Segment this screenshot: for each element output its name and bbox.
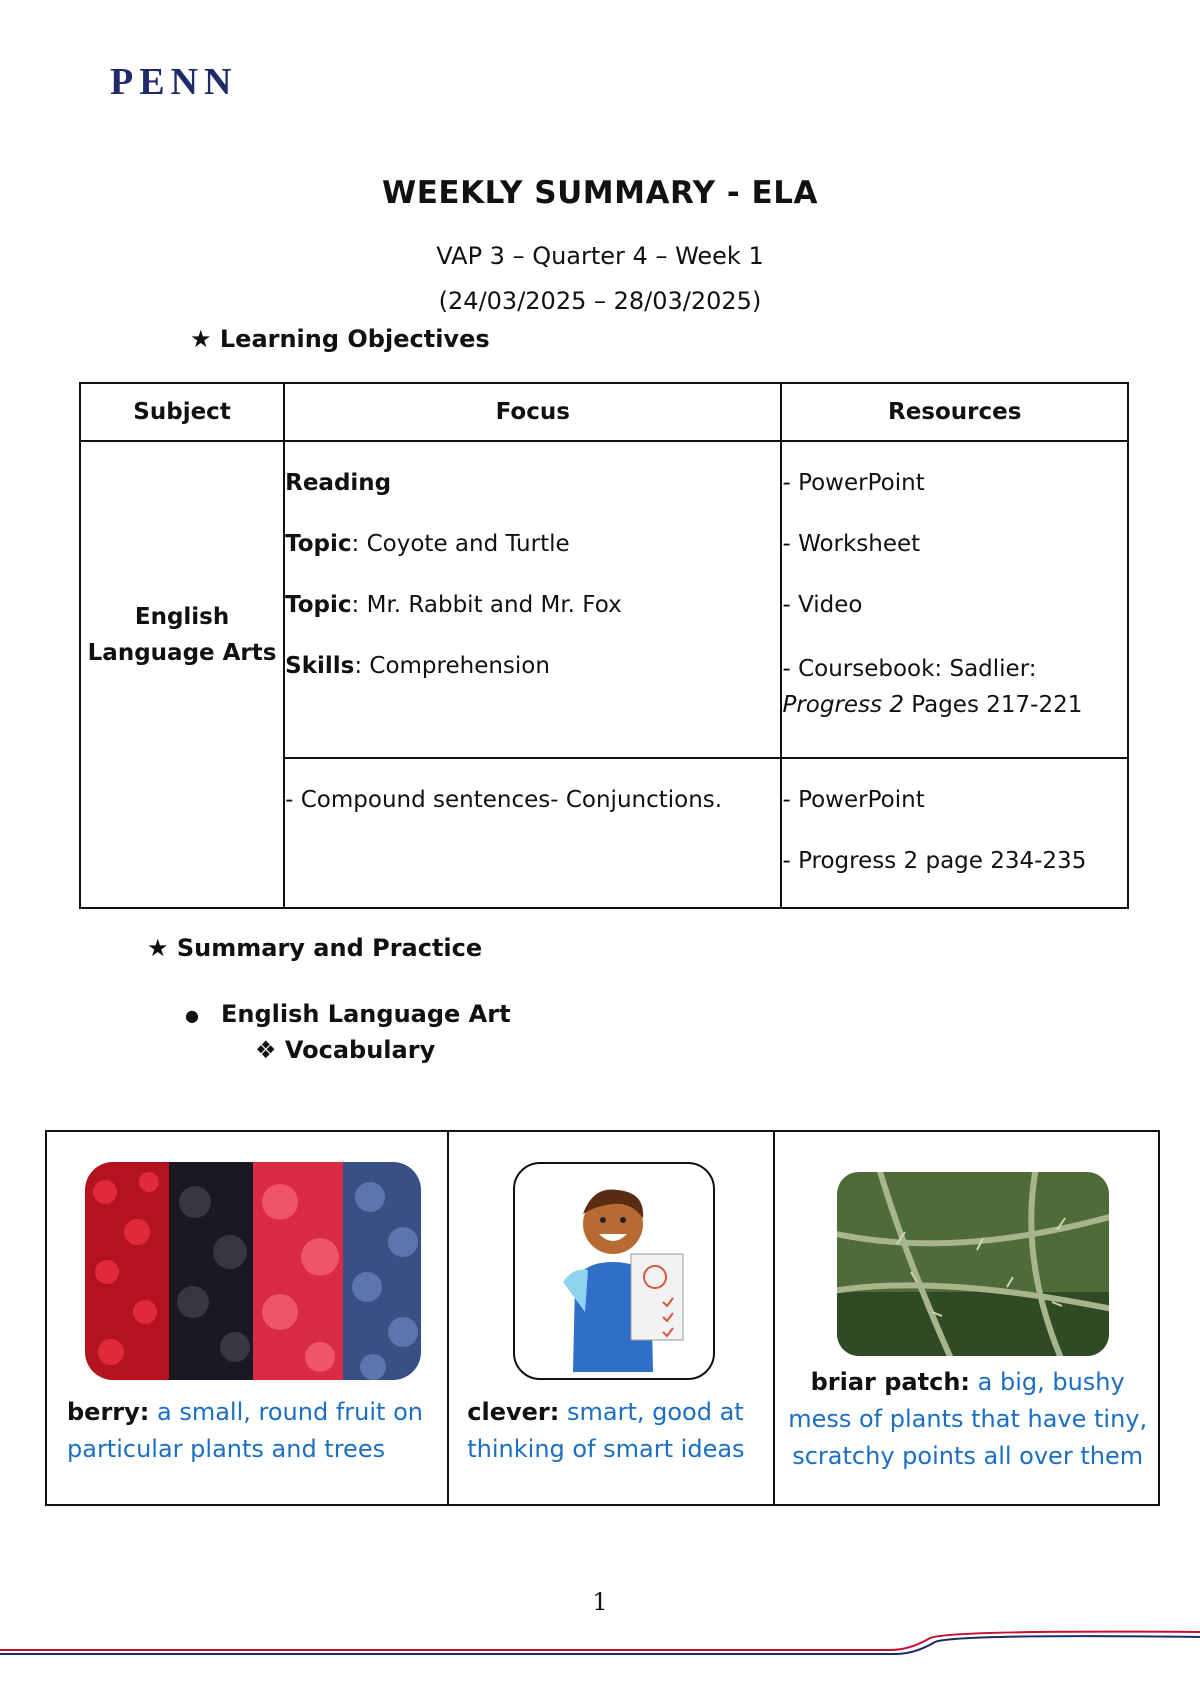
focus-cell-grammar [284, 758, 781, 908]
page-number: 1 [592, 1588, 608, 1616]
subject-line-2: Language Arts [87, 639, 277, 666]
vocab-card-briar-patch [774, 1131, 1159, 1505]
resource-worksheet: - Worksheet [782, 531, 921, 557]
resource-video: - Video [782, 592, 863, 618]
table-header-row [80, 383, 1128, 441]
vocab-card-berry [46, 1131, 448, 1505]
clever-boy-illustration-icon [513, 1162, 715, 1380]
vocab-definition-berry: berry: a small, round fruit on particular plants and trees [67, 1398, 423, 1463]
objectives-table [79, 382, 1129, 909]
header-subject: Subject [80, 383, 284, 441]
bullet-ela: ● English Language Art [185, 1000, 511, 1028]
table-row [80, 441, 1128, 758]
resource-powerpoint-2: - PowerPoint [782, 787, 925, 813]
section-learning-objectives: ★ Learning Objectives [190, 325, 490, 353]
penn-logo: PENN [110, 61, 238, 103]
vocab-definition-briar-patch: briar patch: a big, bushy mess of plants that have tiny, scratchy points all over them [788, 1368, 1148, 1470]
vocab-definition-clever: clever: smart, good at thinking of smart ideas [467, 1398, 745, 1463]
focus-cell-reading [284, 441, 781, 758]
footer-stripe-icon [0, 1630, 1200, 1660]
focus-topic-2: Topic: Mr. Rabbit and Mr. Fox [285, 592, 622, 618]
vocab-card-clever [448, 1131, 773, 1505]
header-resources: Resources [781, 383, 1128, 441]
focus-reading: Reading [285, 470, 392, 496]
focus-skills: Skills: Comprehension [285, 653, 550, 679]
bullet-vocabulary: ❖ Vocabulary [255, 1036, 436, 1064]
page-title: WEEKLY SUMMARY - ELA [382, 175, 818, 211]
resources-cell-grammar [781, 758, 1128, 908]
briar-patch-photo-icon [837, 1172, 1109, 1356]
bullet-dot-icon: ● [185, 1005, 199, 1025]
subtitle-dates: (24/03/2025 – 28/03/2025) [438, 287, 762, 315]
berries-photo-icon [85, 1162, 421, 1380]
resource-powerpoint: - PowerPoint [782, 470, 925, 496]
resources-cell-reading [781, 441, 1128, 758]
focus-topic-1: Topic: Coyote and Turtle [285, 531, 570, 557]
vocabulary-table [45, 1130, 1160, 1506]
resource-coursebook: - Coursebook: Sadlier: Progress 2 Pages 217-221 [782, 656, 1083, 718]
subject-line-1: English [134, 603, 230, 630]
section-summary-practice: ★ Summary and Practice [147, 934, 483, 962]
header-focus: Focus [284, 383, 781, 441]
resource-progress-pages: - Progress 2 page 234-235 [782, 848, 1087, 874]
subject-cell [80, 441, 284, 908]
focus-compound-sentences: - Compound sentences- Conjunctions. [285, 787, 723, 813]
subtitle-class-week: VAP 3 – Quarter 4 – Week 1 [436, 242, 764, 270]
